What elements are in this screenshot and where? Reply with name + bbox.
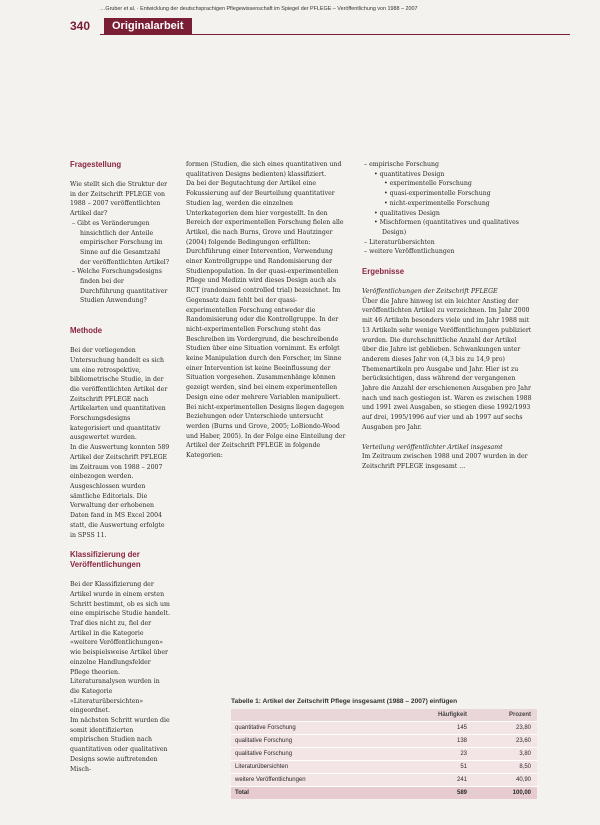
list-item: • qualitatives Design bbox=[382, 209, 532, 219]
section-label: Originalarbeit bbox=[104, 18, 192, 34]
column-right bbox=[362, 160, 532, 472]
heading-fragestellung: Fragestellung bbox=[70, 160, 122, 169]
klassifizierung-paragraph-1: Bei der Klassifizierung der Artikel wurde in einem ersten Schritt bestimmt, ob es sich um eine empirische Studie handelt. Traf dies nicht zu, fiel der Artikel in die Kategorie «weitere Veröffentlichungen» wie beispielsweise Artikel über einzelne Handlungsfelder Pflege theorien. Literaturanalysen wurden in die Kategorie «Literaturübersichten» eingeordnet. bbox=[70, 581, 170, 715]
table-caption: Tabelle 1: Artikel der Zeitschrift Pflege insgesamt (1988 – 2007) einfügen bbox=[231, 698, 458, 705]
results-table bbox=[231, 698, 537, 799]
list-item: • nicht-experimentelle Forschung bbox=[392, 199, 532, 209]
subheading-verteilung: Verteilung veröffentlichter Artikel insgesamt bbox=[362, 443, 503, 451]
list-item: • quantitatives Design • experimentelle Forschung • quasi-experimentelle Forschung • nicht-experimentelle Forschung bbox=[382, 170, 532, 209]
fragestellung-list bbox=[70, 219, 170, 306]
header-rule bbox=[100, 34, 570, 35]
column-left bbox=[70, 160, 170, 774]
table-row: qualitative Forschung 23 3,80 bbox=[231, 747, 537, 760]
column-middle bbox=[186, 160, 346, 461]
methode-paragraph-1: Bei der vorliegenden Untersuchung handelt es sich um eine retrospektive, bibliometrische Studie, in der die veröffentlichten Artikel der Zeitschrift PFLEGE nach Artikelarten und quantitativen Forschungsdesigns kategorisiert und quantitativ ausgewertet wurden. bbox=[70, 347, 168, 442]
fragestellung-intro: Wie stellt sich die Struktur der in der Zeitschrift PFLEGE von 1988 – 2007 veröffentlichten Artikel dar? bbox=[70, 181, 168, 218]
category-list bbox=[362, 160, 532, 257]
page-header bbox=[70, 17, 192, 35]
methode-paragraph-2: In die Auswertung konnten 589 Artikel der Zeitschrift PFLEGE im Zeitraum von 1988 – 2007 einbezogen werden. Ausgeschlossen wurden sämtliche Editorials. Die Verwaltung der erhobenen Daten fand in MS Excel 2004 statt, die Auswertung erfolgte in SPSS 11. bbox=[70, 444, 170, 539]
list-item: – Gibt es Veränderungen hinsichtlich der Anteile empirischer Forschung im Sinne auf die Gesamtzahl der veröffentlichten Artikel? bbox=[80, 219, 170, 268]
middle-paragraph-1: formen (Studien, die sich eines quantitativen und qualitativen Designs bedienten) klassifiziert. bbox=[186, 161, 342, 178]
heading-ergebnisse: Ergebnisse bbox=[362, 267, 405, 277]
ergebnisse-paragraph-2: Im Zeitraum zwischen 1988 und 2007 wurden in der Zeitschrift PFLEGE insgesamt … bbox=[362, 453, 528, 470]
list-item: – Welche Forschungsdesigns finden bei der Durchführung quantitativer Studien Anwendung? bbox=[80, 267, 170, 306]
table-header bbox=[231, 709, 537, 721]
header-frequency: Häufigkeit bbox=[437, 712, 467, 718]
heading-methode: Methode bbox=[70, 326, 103, 336]
page-number: 340 bbox=[70, 19, 91, 33]
list-item: – empirische Forschung • quantitatives Design • experimentelle Forschung • quasi-experimentelle Forschung • nicht-experimentelle Forschung • qualitatives Design • Mischformen (quantitatives und qualitatives Design) bbox=[372, 160, 532, 238]
heading-klassifizierung: Klassifizierung der Veröffentlichungen bbox=[70, 550, 141, 570]
table-row: weitere Veröffentlichungen 241 40,90 bbox=[231, 773, 537, 786]
table-row: qualitative Forschung 138 23,60 bbox=[231, 734, 537, 747]
klassifizierung-paragraph-2: Im nächsten Schritt wurden die somit identifizierten empirischen Studien nach quantitativen oder qualitativen Designs sowie auftretenden Misch- bbox=[70, 717, 170, 773]
running-head: …Gruber et al. · Entwicklung der deutschsprachigen Pflegewissenschaft im Spiegel der PFLEGE – Veröffentlichung von 1988 – 2007 bbox=[100, 6, 418, 12]
ergebnisse-paragraph-1: Über die Jahre hinweg ist ein leichter Anstieg der veröffentlichten Artikel zu verzeichnen. Im Jahr 2000 mit 46 Artikeln besonders viele und im Jahr 1988 mit 13 Artikeln sehr wenige Veröffentlichungen publiziert wurden. Die durchschnittliche Anzahl der Artikel über die Jahre ist geblieben. Schwankungen unter anderem dieses Jahr von (4,3 bis zu 14,9 pro) Themenartikeln pro Ausgabe und Jahr. Hier ist zu berücksichtigen, dass während der vergangenen Jahre die Anzahl der erschienenen Ausgaben pro Jahr nach und nach gestiegen ist. Waren es zwischen 1988 und 1991 zwei Ausgaben, so stiegen diese 1992/1993 auf drei, 1995/1996 auf vier und ab 1997 auf sechs Ausgaben pro Jahr. bbox=[362, 297, 532, 431]
list-item: • experimentelle Forschung bbox=[392, 179, 532, 189]
list-item: • quasi-experimentelle Forschung bbox=[392, 189, 532, 199]
header-percent: Prozent bbox=[508, 712, 531, 718]
list-item: – Literaturübersichten bbox=[372, 238, 532, 248]
subheading-veroeffentlichungen: Veröffentlichungen der Zeitschrift PFLEGE bbox=[362, 288, 498, 296]
middle-paragraph-2: Da bei der Begutachtung der Artikel eine Fokussierung auf der Beurteilung quantitativer Studien lag, werden die einzelnen Unterkategorien dem hier vorgestellt. In den Bereich der experimentellen Forschung fielen alle Artikel, die nach Burns, Grove und Hautzinger (2004) folgende Bedingungen erfüllten: Durchführung einer Intervention, Verwendung einer Kontrollgruppe und Randomisierung der Studienpopulation. In der quasi-experimentellen Pflege und Medizin wird dieses Design auch als RCT (randomised controlled trial) bezeichnet. Im Gegensatz dazu fehlt bei der quasi-experimentellen Forschung entweder die Randomisierung oder die Kontrollgruppe. In der nicht-experimentellen Forschung steht das Beschreiben im Vordergrund, die beschreibende Studien über eine Situation vornimmt. Es erfolgt keine Manipulation durch den Forscher, im Sinne einer Intervention ist keine Beeinflussung der Situation vorgesehen. Zusammenhänge können gezeigt werden, sind bei einem experimentellen Design eine oder mehrere Variablen manipuliert. Bei nicht-experimentellen Designs liegen dagegen Beziehungen oder Unterschiede untersucht werden (Burns und Grove, 2005; LoBiondo-Wood und Haber, 2005). In der Folge eine Einteilung der Artikel der Zeitschrift PFLEGE in folgende Kategorien: bbox=[186, 180, 346, 460]
table-row: quantitative Forschung 145 23,80 bbox=[231, 721, 537, 734]
table-total-row: Total 589 100,00 bbox=[231, 786, 537, 799]
list-item: • Mischformen (quantitatives und qualitatives Design) bbox=[382, 218, 532, 237]
list-item: – weitere Veröffentlichungen bbox=[372, 247, 532, 257]
table-row: Literaturübersichten 51 8,50 bbox=[231, 760, 537, 773]
